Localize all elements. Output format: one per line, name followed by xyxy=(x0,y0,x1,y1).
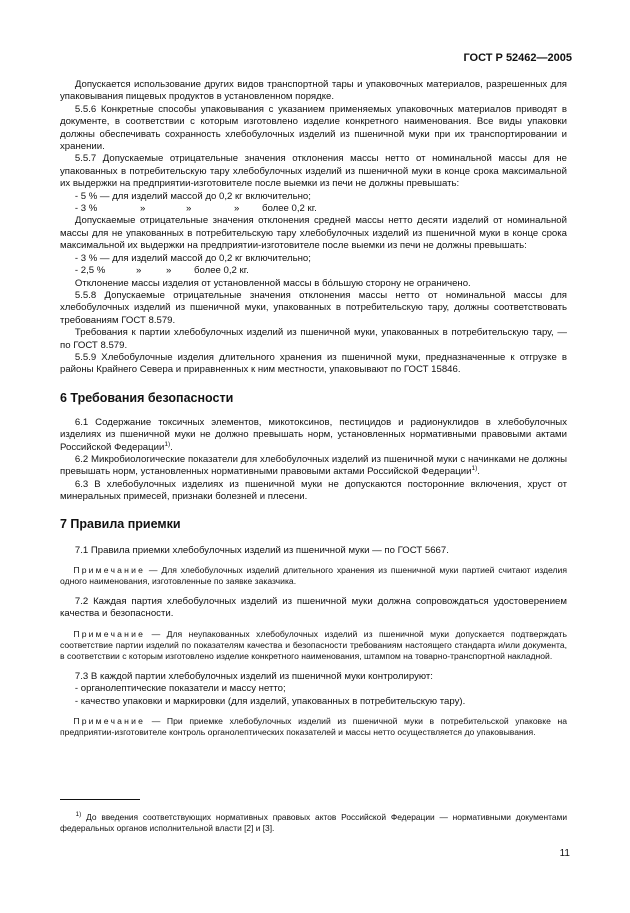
note-label: Примечание xyxy=(73,628,146,639)
paragraph: Допускаемые отрицательные значения отклонения средней массы нетто десяти изделий от номинальной массы для не упакованных в потребительскую тару хлебобулочных изделий из пшеничной муки в конце срока максимальной их выдержки на предприятии-изготовителе после выемки из печи не должны превышать: xyxy=(60,215,567,252)
ditto-mark: » xyxy=(165,265,172,277)
ditto-mark: » xyxy=(135,265,142,277)
paragraph-5-5-8: 5.5.8 Допускаемые отрицательные значения отклонения массы нетто от номинальной массы для хлебобулочных изделий из пшеничной муки, упакованных в потребительскую тару, должны соответствовать требованиям ГОСТ 8.579. xyxy=(60,289,567,326)
paragraph-5-5-9: 5.5.9 Хлебобулочные изделия длительного хранения из пшеничной муки, предназначенные к отгрузке в районы Крайнего Севера и приравненных к ним местности, упаковывают по ГОСТ 15846. xyxy=(60,351,567,376)
page-number: 11 xyxy=(559,848,570,859)
note-text: — При приемке хлебобулочных изделий из пшеничной муки в потребительской упаковке на предприятии-изготовителе контроль органолептических показателей и массы нетто осуществляется до упаковывания. xyxy=(60,716,567,738)
note-text: — Для хлебобулочных изделий длительного хранения из пшеничной муки партией считают изделия одного наименования, изготовленные по заявке заказчика. xyxy=(60,565,567,587)
paragraph: Допускается использование других видов транспортной тары и упаковочных материалов, разрешенных для упаковывания пищевых продуктов в установленном порядке. xyxy=(60,79,567,103)
paragraph-7-3: 7.3 В каждой партии хлебобулочных изделий из пшеничной муки контролируют: xyxy=(74,670,433,682)
section-heading-7: 7 Правила приемки xyxy=(60,516,181,531)
page-content xyxy=(60,79,567,739)
paragraph-6-2 xyxy=(60,454,567,479)
paragraph-end: . xyxy=(170,441,173,453)
paragraph: Требования к партии хлебобулочных изделий из пшеничной муки, упакованных в потребительскую тару, — по ГОСТ 8.579. xyxy=(60,327,567,351)
list-item-label: - 2,5 % xyxy=(74,265,106,277)
paragraph: Отклонение массы изделия от установленной массы в бо́льшую сторону не ограничено. xyxy=(74,277,471,289)
ditto-mark: » xyxy=(185,203,192,215)
list-item: - качество упаковки и маркировки (для изделий, упакованных в потребительскую тару). xyxy=(74,695,466,707)
paragraph-7-1: 7.1 Правила приемки хлебобулочных изделий из пшеничной муки — по ГОСТ 5667. xyxy=(74,544,449,556)
list-item-text: более 0,2 кг. xyxy=(193,265,249,277)
list-item: - 3 % — для изделий массой до 0,2 кг включительно; xyxy=(74,252,311,264)
footnote-mark: 1) xyxy=(471,465,478,473)
note xyxy=(60,716,567,739)
note xyxy=(60,629,567,663)
list-item: - органолептические показатели и массу нетто; xyxy=(74,683,286,695)
list-item xyxy=(60,203,567,215)
ditto-mark: » xyxy=(233,203,240,215)
note xyxy=(60,565,567,588)
list-item xyxy=(60,265,567,277)
section-heading-6: 6 Требования безопасности xyxy=(60,390,234,405)
footnote-mark: 1) xyxy=(75,811,82,819)
list-item: - 5 % — для изделий массой до 0,2 кг включительно; xyxy=(74,190,311,202)
paragraph-7-2: 7.2 Каждая партия хлебобулочных изделий из пшеничной муки должна сопровождаться удостоверением качества и безопасности. xyxy=(60,595,567,620)
note-label: Примечание xyxy=(73,565,146,575)
ditto-mark: » xyxy=(139,203,146,215)
paragraph-5-5-6: 5.5.6 Конкретные способы упаковывания с указанием применяемых упаковочных материалов приводят в документе, в соответствии с которым изготовлено изделие конкретного наименования. Все виды упаковки должны обеспечивать сохранность хлебобулочных изделий из пшеничной муки при их транспортировании и хранении. xyxy=(60,103,567,153)
footnote-text: До введения соответствующих нормативных правовых актов Российской Федерации — нормативными документами федеральных органов исполнительной власти [2] и [3]. xyxy=(60,812,567,834)
paragraph-6-1 xyxy=(60,417,567,454)
paragraph-end: . xyxy=(477,466,480,478)
paragraph-5-5-7: 5.5.7 Допускаемые отрицательные значения отклонения массы нетто от номинальной массы для не упакованных в потребительскую тару хлебобулочных изделий из пшеничной муки в конце срока максимальной их выдержки на предприятии-изготовителе после выемки из печи не должны превышать: xyxy=(60,153,567,190)
paragraph-text: 6.1 Содержание токсичных элементов, микотоксинов, пестицидов и радионуклидов в хлебобулочных изделиях из пшеничной муки не должно превышать норм, установленных нормативными правовыми актами Российской Федерации xyxy=(60,416,567,453)
paragraph-text: 6.2 Микробиологические показатели для хлебобулочных изделий из пшеничной муки с начинками не должны превышать норм, установленных нормативными правовыми актами Российской Федерации xyxy=(60,453,567,478)
list-item-text: более 0,2 кг. xyxy=(262,203,317,215)
paragraph-6-3: 6.3 В хлебобулочных изделиях из пшеничной муки не допускаются посторонние включения, хруст от минеральных примесей, признаки болезней и плесени. xyxy=(60,478,567,503)
footnote-divider xyxy=(60,799,140,800)
footnote-mark: 1) xyxy=(164,440,171,448)
note-label: Примечание xyxy=(73,716,146,727)
note-text: — Для неупакованных хлебобулочных изделий из пшеничной муки допускается подтверждать соответствие партии изделий по показателям качества и безопасности требованиям настоящего стандарта и/или документа, в соответствии с которым изготовлено изделие конкретного наименования, штампом на товарно-транспортной накладной. xyxy=(60,628,567,662)
document-header: ГОСТ Р 52462—2005 xyxy=(463,52,572,64)
list-item-label: - 3 % xyxy=(74,203,98,215)
footnote xyxy=(60,812,567,834)
